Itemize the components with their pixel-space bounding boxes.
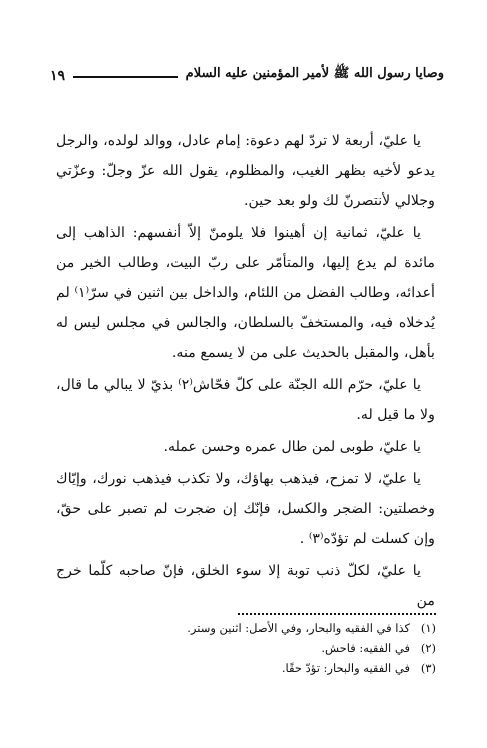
paragraph: يا عليّ، طوبى لمن طال عمره وحسن عمله.	[163, 439, 421, 455]
running-title: وصايا رسول الله ﷺ لأمير المؤمنين عليه السلام	[185, 66, 444, 81]
footnote-number: (٣)	[420, 661, 436, 675]
paragraph: يا عليّ، أربعة لا تردّ لهم دعوة: إمام عادل، ووالد لولده، والرجل يدعو لأخيه بظهر الغيب، والمظلوم، يقول الله عزّ وجلّ: وعزّتي وجلالي لأنتصرنّ لك ولو بعد حين.	[56, 133, 435, 209]
footnote	[120, 618, 436, 638]
footnote-number: (٢)	[420, 641, 436, 655]
footnote-text: كذا في الفقيه والبحار، وفي الأصل: اثنين وستر.	[187, 621, 410, 635]
paragraph: يا عليّ، لا تمزح، فيذهب بهاؤك، ولا تكذب فيذهب نورك، وإيّاك وخصلتين: الضجر والكسل، فإنّك إن ضجرت لم تصبر على حقّ، وإن كسلت لم تؤدّه⁽٣⁾ .	[56, 471, 435, 547]
running-header	[50, 60, 444, 84]
footnote	[120, 638, 436, 658]
footnotes	[120, 618, 436, 678]
page-body	[56, 126, 435, 618]
footnote-text: في الفقيه: فاحش.	[321, 641, 410, 655]
footnote	[120, 658, 436, 678]
paragraph: يا عليّ، حرّم الله الجنّة على كلّ فحّاش⁽٢⁾ بذيّ لا يبالي ما قال، ولا ما قيل له.	[56, 377, 435, 423]
paragraph: يا عليّ، ثمانية إن أهينوا فلا يلومنّ إلاّ أنفسهم: الذاهب إلى مائدة لم يدع إليها، والمتأمّر على ربّ البيت، وطالب الخير من أعدائه، وطالب الفضل من اللئام، والداخل بين اثنين في سرّ⁽١⁾ لم يُدخلاه فيه، والمستخفّ بالسلطان، والجالس في مجلس ليس له بأهل، والمقبل بالحديث على من لا يسمع منه.	[56, 225, 435, 361]
footnote-divider	[238, 613, 436, 615]
page-number: ١٩	[50, 68, 66, 84]
paragraph: يا عليّ، لكلّ ذنب توبة إلا سوء الخلق، فإنّ صاحبه كلّما خرج من	[56, 563, 435, 609]
footnote-number: (١)	[420, 621, 436, 635]
footnote-text: في الفقيه والبحار: تؤدّ حقًا.	[281, 661, 410, 675]
header-rule	[73, 76, 178, 78]
